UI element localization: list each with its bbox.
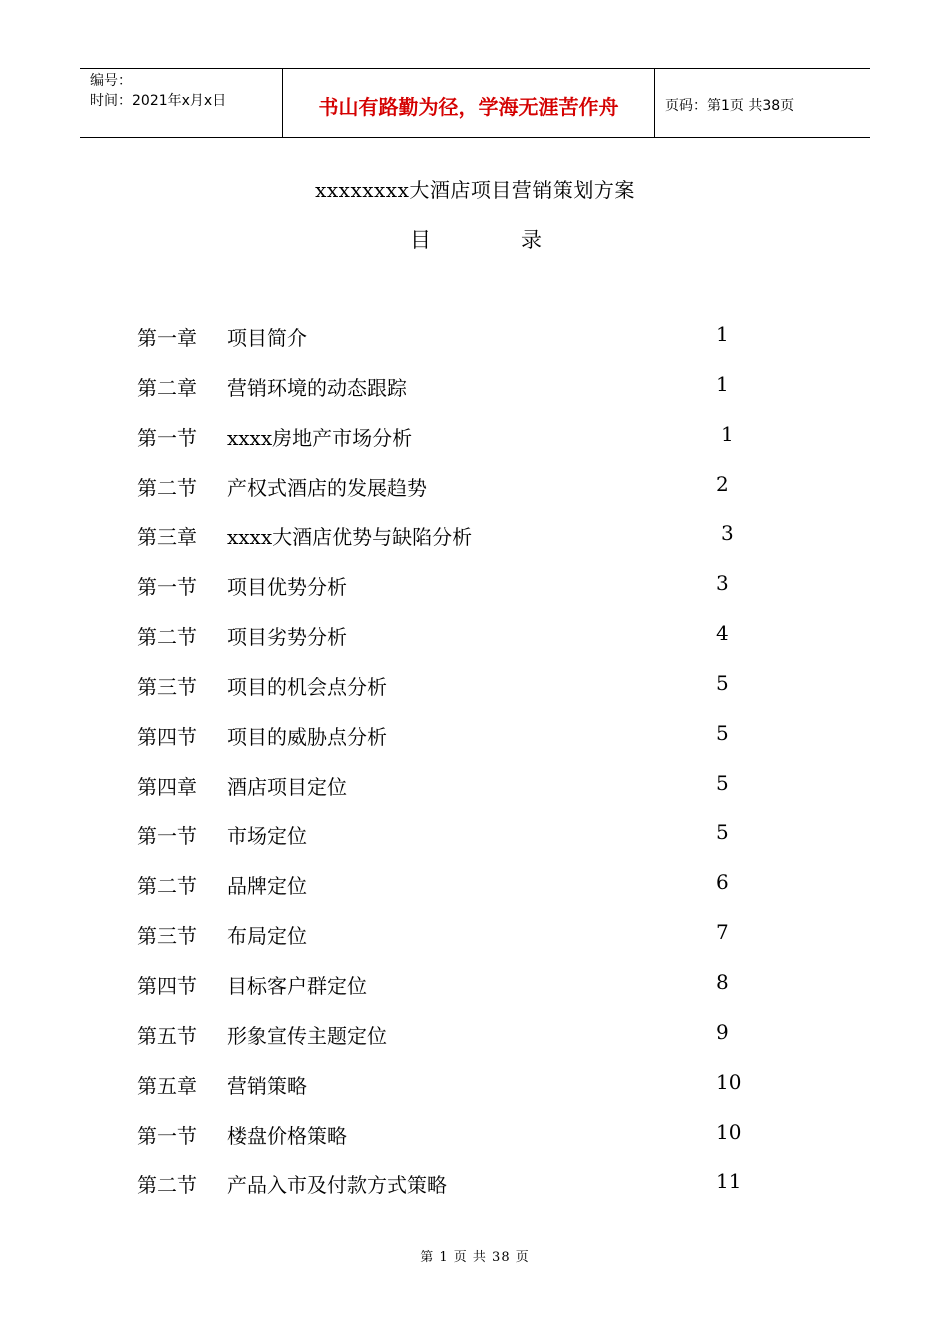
toc-entry-page: 1	[716, 371, 729, 396]
toc-entry-page: 1	[721, 421, 734, 446]
toc-entry-label: 第四节	[137, 973, 197, 998]
toc-entry[interactable]	[0, 372, 950, 422]
toc-entry-page: 11	[716, 1169, 742, 1194]
toc-entry-page: 7	[716, 920, 729, 945]
toc-entry-title: 目标客户群定位	[227, 973, 367, 998]
toc-entry[interactable]	[0, 1070, 950, 1120]
toc-entry-title: 品牌定位	[227, 874, 307, 899]
toc-entry-page: 8	[716, 969, 729, 994]
toc-entry[interactable]	[0, 1169, 950, 1219]
toc-entry-label: 第三章	[137, 525, 197, 550]
toc-entry-page: 10	[716, 1119, 742, 1144]
document-time-label: 时间：2021年x月x日	[90, 93, 227, 109]
toc-entry-page: 5	[716, 770, 729, 795]
toc-entry-label: 第二节	[137, 625, 197, 650]
toc-entry-label: 第一节	[137, 425, 197, 450]
toc-entry-title: 楼盘价格策略	[227, 1123, 347, 1148]
toc-entry-title: 形象宣传主题定位	[227, 1023, 387, 1048]
toc-entry[interactable]	[0, 621, 950, 671]
toc-entry-title: 项目劣势分析	[227, 625, 347, 650]
toc-entry-label: 第四章	[137, 774, 197, 799]
document-number-label: 编号：	[90, 73, 132, 89]
toc-entry[interactable]	[0, 721, 950, 771]
toc-entry-label: 第五节	[137, 1023, 197, 1048]
toc-entry[interactable]	[0, 870, 950, 920]
toc-entry-page: 9	[716, 1019, 729, 1044]
toc-entry-title: 项目的机会点分析	[227, 674, 387, 699]
toc-entry-label: 第一节	[137, 824, 197, 849]
toc-entry[interactable]	[0, 920, 950, 970]
toc-entry[interactable]	[0, 970, 950, 1020]
toc-entry[interactable]	[0, 571, 950, 621]
toc-entry[interactable]	[0, 771, 950, 821]
toc-entry-title: 布局定位	[227, 924, 307, 949]
toc-entry-label: 第一章	[137, 326, 197, 350]
toc-entry-title: 项目简介	[227, 326, 307, 350]
page-footer: 第 1 页 共 38 页	[420, 1250, 530, 1265]
toc-entry[interactable]	[0, 1120, 950, 1170]
header-motto: 书山有路勤为径，学海无涯苦作舟	[282, 69, 655, 137]
toc-entry-title: xxxx房地产市场分析	[227, 425, 413, 450]
toc-entry-label: 第一节	[137, 575, 197, 600]
toc-heading	[0, 222, 950, 252]
toc-entry[interactable]	[0, 820, 950, 870]
header-left-cell	[80, 69, 282, 137]
toc-entry-title: xxxx大酒店优势与缺陷分析	[227, 525, 473, 550]
toc-entry-label: 第三节	[137, 674, 197, 699]
header-page-info: 页码：第1页 共38页	[665, 97, 795, 114]
toc-entry-page: 6	[716, 870, 729, 895]
toc-heading-right: 录	[521, 228, 542, 252]
toc-entry-page: 4	[716, 621, 729, 646]
toc-entry-title: 市场定位	[227, 824, 307, 849]
toc-entry[interactable]	[0, 671, 950, 721]
toc-entry-label: 第三节	[137, 924, 197, 949]
table-of-contents	[0, 322, 950, 1219]
toc-entry-label: 第二节	[137, 475, 197, 500]
toc-entry-label: 第二章	[137, 375, 197, 400]
toc-entry-page: 5	[716, 720, 729, 745]
toc-entry-page: 2	[716, 471, 729, 496]
toc-entry-page: 10	[716, 1069, 742, 1094]
toc-entry-label: 第五章	[137, 1073, 197, 1098]
toc-entry-label: 第四节	[137, 724, 197, 749]
toc-entry-page: 3	[721, 521, 734, 546]
toc-entry-page: 1	[716, 322, 729, 346]
toc-entry-label: 第二节	[137, 874, 197, 899]
toc-entry-page: 5	[716, 820, 729, 845]
toc-entry[interactable]	[0, 1020, 950, 1070]
toc-entry[interactable]	[0, 422, 950, 472]
document-title: xxxxxxxx大酒店项目营销策划方案	[315, 178, 635, 202]
toc-entry-title: 项目优势分析	[227, 575, 347, 600]
toc-entry-title: 营销策略	[227, 1073, 307, 1098]
toc-entry-label: 第二节	[137, 1173, 197, 1198]
toc-entry-page: 3	[716, 571, 729, 596]
toc-entry[interactable]	[0, 521, 950, 571]
toc-entry-label: 第一节	[137, 1123, 197, 1148]
toc-entry-title: 产品入市及付款方式策略	[227, 1173, 447, 1198]
toc-entry-title: 项目的威胁点分析	[227, 724, 387, 749]
toc-entry[interactable]	[0, 322, 950, 372]
toc-entry[interactable]	[0, 472, 950, 522]
toc-entry-title: 产权式酒店的发展趋势	[227, 475, 427, 500]
toc-entry-page: 5	[716, 670, 729, 695]
toc-heading-left: 目	[410, 228, 431, 252]
toc-entry-title: 酒店项目定位	[227, 774, 347, 799]
page-header	[80, 68, 870, 138]
toc-entry-title: 营销环境的动态跟踪	[227, 375, 407, 400]
